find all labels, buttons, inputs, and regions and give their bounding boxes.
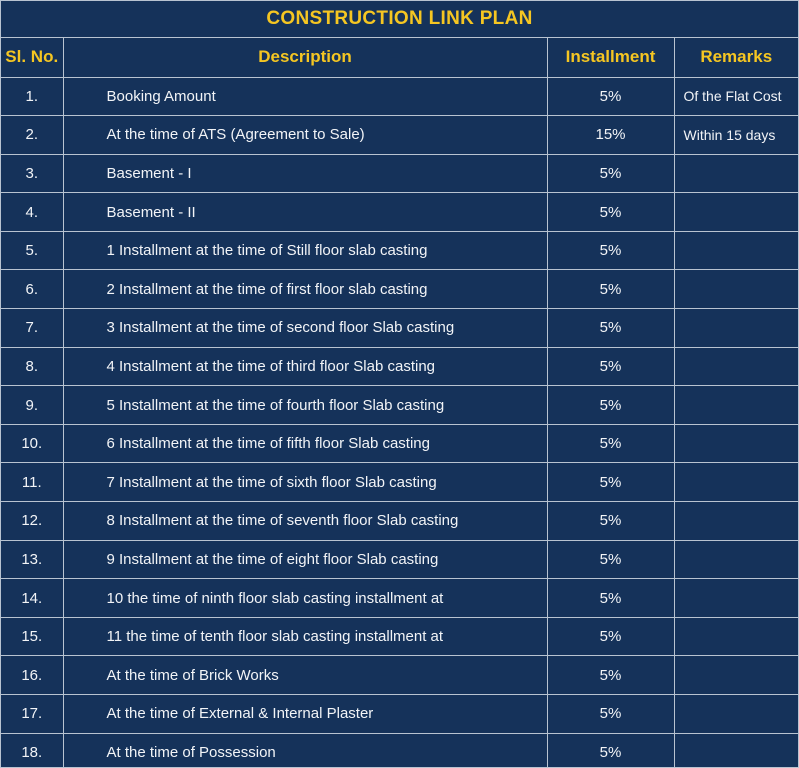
cell-sl-no: 12. [1, 502, 63, 541]
cell-installment: 5% [547, 463, 674, 502]
cell-installment: 5% [547, 386, 674, 425]
cell-description: At the time of External & Internal Plaster [63, 695, 547, 734]
cell-remarks [674, 579, 798, 618]
cell-remarks: Of the Flat Cost [674, 77, 798, 116]
cell-sl-no: 1. [1, 77, 63, 116]
cell-remarks [674, 695, 798, 734]
table-row [1, 424, 798, 463]
cell-remarks [674, 270, 798, 309]
cell-description: At the time of Possession [63, 733, 547, 768]
cell-remarks [674, 463, 798, 502]
table-row [1, 231, 798, 270]
cell-installment: 5% [547, 347, 674, 386]
table-row [1, 463, 798, 502]
cell-remarks [674, 733, 798, 768]
cell-installment: 15% [547, 116, 674, 155]
cell-description: 8 Installment at the time of seventh floor Slab casting [63, 502, 547, 541]
cell-sl-no: 18. [1, 733, 63, 768]
cell-description: Basement - II [63, 193, 547, 232]
cell-remarks [674, 617, 798, 656]
cell-description: 10 the time of ninth floor slab casting installment at [63, 579, 547, 618]
cell-remarks [674, 231, 798, 270]
cell-description: At the time of Brick Works [63, 656, 547, 695]
cell-sl-no: 4. [1, 193, 63, 232]
table-row [1, 502, 798, 541]
column-header-remarks: Remarks [674, 38, 798, 77]
cell-description: Basement - I [63, 154, 547, 193]
cell-remarks [674, 193, 798, 232]
column-header-sl-no: Sl. No. [1, 38, 63, 77]
cell-remarks [674, 154, 798, 193]
cell-sl-no: 2. [1, 116, 63, 155]
table-row [1, 695, 798, 734]
cell-sl-no: 8. [1, 347, 63, 386]
cell-remarks [674, 656, 798, 695]
table-row [1, 617, 798, 656]
cell-sl-no: 3. [1, 154, 63, 193]
table-row [1, 347, 798, 386]
cell-description: 11 the time of tenth floor slab casting installment at [63, 617, 547, 656]
cell-description: 5 Installment at the time of fourth floor Slab casting [63, 386, 547, 425]
cell-sl-no: 13. [1, 540, 63, 579]
cell-sl-no: 15. [1, 617, 63, 656]
cell-installment: 5% [547, 231, 674, 270]
cell-remarks [674, 540, 798, 579]
table-row [1, 579, 798, 618]
table-row [1, 540, 798, 579]
cell-sl-no: 14. [1, 579, 63, 618]
cell-remarks [674, 347, 798, 386]
cell-sl-no: 9. [1, 386, 63, 425]
cell-sl-no: 11. [1, 463, 63, 502]
column-header-description: Description [63, 38, 547, 77]
cell-description: Booking Amount [63, 77, 547, 116]
cell-installment: 5% [547, 309, 674, 348]
cell-remarks [674, 309, 798, 348]
cell-installment: 5% [547, 424, 674, 463]
column-header-installment: Installment [547, 38, 674, 77]
cell-installment: 5% [547, 617, 674, 656]
table-row [1, 386, 798, 425]
cell-installment: 5% [547, 77, 674, 116]
cell-description: 4 Installment at the time of third floor Slab casting [63, 347, 547, 386]
cell-remarks [674, 386, 798, 425]
table-row [1, 309, 798, 348]
cell-installment: 5% [547, 656, 674, 695]
cell-remarks [674, 502, 798, 541]
cell-installment: 5% [547, 154, 674, 193]
table-row [1, 193, 798, 232]
cell-description: 6 Installment at the time of fifth floor Slab casting [63, 424, 547, 463]
cell-remarks [674, 424, 798, 463]
cell-installment: 5% [547, 579, 674, 618]
table-row [1, 154, 798, 193]
cell-installment: 5% [547, 733, 674, 768]
cell-description: 1 Installment at the time of Still floor slab casting [63, 231, 547, 270]
table-header-row [1, 38, 798, 77]
cell-installment: 5% [547, 270, 674, 309]
cell-description: 3 Installment at the time of second floor Slab casting [63, 309, 547, 348]
table-row [1, 270, 798, 309]
cell-sl-no: 5. [1, 231, 63, 270]
table-row [1, 116, 798, 155]
table-body [1, 77, 798, 768]
cell-sl-no: 7. [1, 309, 63, 348]
cell-sl-no: 6. [1, 270, 63, 309]
cell-installment: 5% [547, 502, 674, 541]
table-row [1, 733, 798, 768]
cell-installment: 5% [547, 695, 674, 734]
table-row [1, 656, 798, 695]
cell-description: At the time of ATS (Agreement to Sale) [63, 116, 547, 155]
cell-sl-no: 10. [1, 424, 63, 463]
cell-sl-no: 16. [1, 656, 63, 695]
page-title: CONSTRUCTION LINK PLAN [1, 1, 798, 38]
table-row [1, 77, 798, 116]
cell-installment: 5% [547, 540, 674, 579]
cell-installment: 5% [547, 193, 674, 232]
cell-description: 9 Installment at the time of eight floor Slab casting [63, 540, 547, 579]
cell-sl-no: 17. [1, 695, 63, 734]
cell-description: 2 Installment at the time of first floor slab casting [63, 270, 547, 309]
cell-remarks: Within 15 days [674, 116, 798, 155]
cell-description: 7 Installment at the time of sixth floor Slab casting [63, 463, 547, 502]
payment-plan-table [1, 38, 798, 768]
